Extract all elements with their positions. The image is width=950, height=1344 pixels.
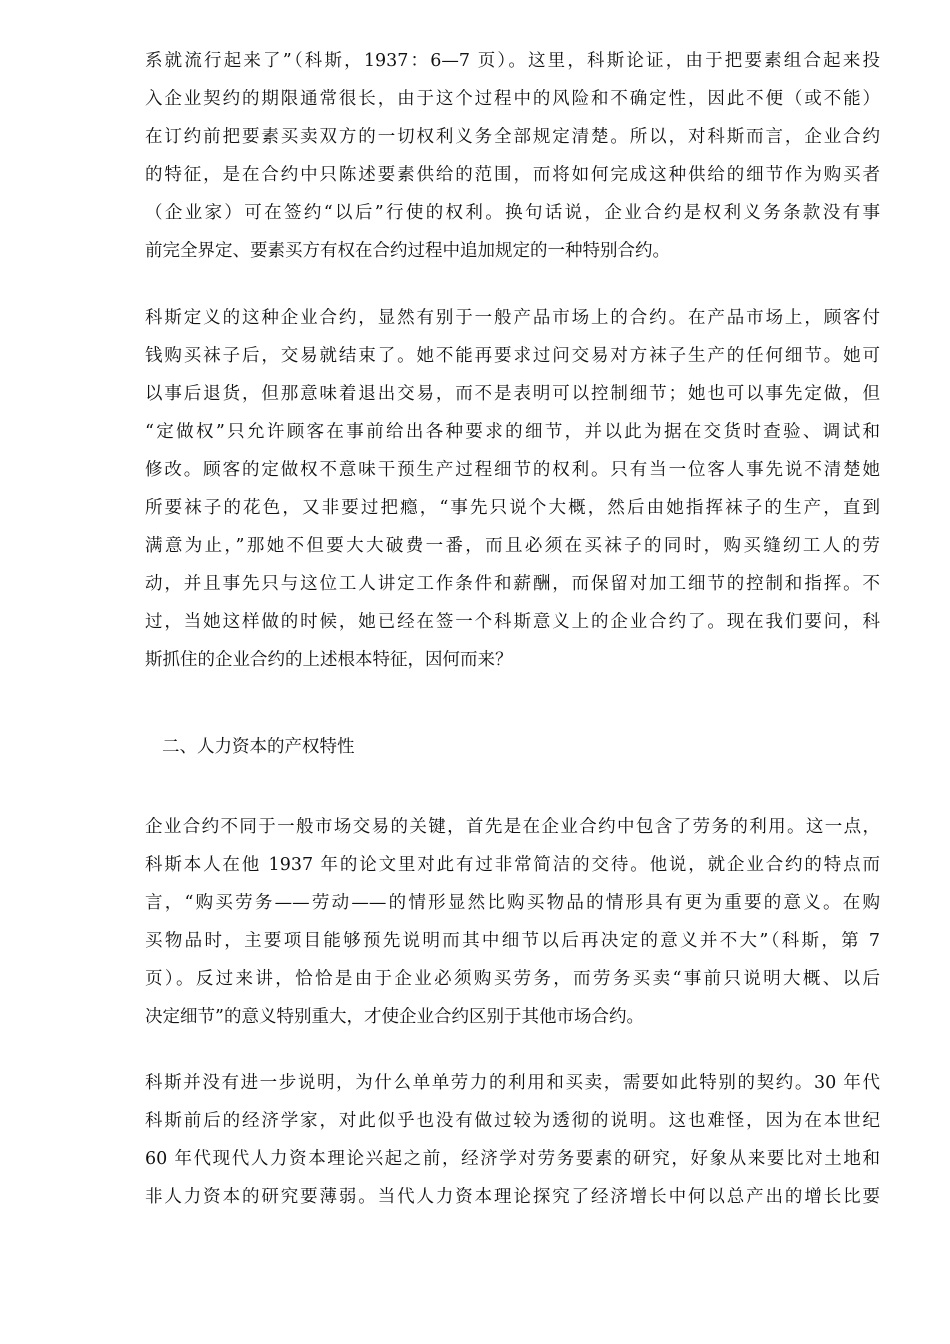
text-line: 在订约前把要素买卖双方的一切权利义务全部规定清楚。所以，对科斯而言，企业合约 (145, 127, 880, 147)
text-line: 60 年代现代人力资本理论兴起之前，经济学对劳务要素的研究，好象从来要比对土地和 (145, 1149, 880, 1169)
text-line: 买物品时，主要项目能够预先说明而其中细节以后再决定的意义并不大”（科斯，第 7 (145, 931, 880, 951)
text-line: 钱购买袜子后，交易就结束了。她不能再要求过问交易对方袜子生产的任何细节。她可 (145, 346, 880, 366)
text-line: 动，并且事先只与这位工人讲定工作条件和薪酬，而保留对加工细节的控制和指挥。不 (145, 574, 880, 594)
text-line: 科斯前后的经济学家，对此似乎也没有做过较为透彻的说明。这也难怪，因为在本世纪 (145, 1111, 880, 1131)
text-line: 决定细节”的意义特别重大，才使企业合约区别于其他市场合约。 (145, 1007, 644, 1027)
section-heading: 二、人力资本的产权特性 (162, 737, 355, 757)
text-line: 修改。顾客的定做权不意味干预生产过程细节的权利。只有当一位客人事先说不清楚她 (145, 460, 880, 480)
text-line: 科斯并没有进一步说明，为什么单单劳力的利用和买卖，需要如此特别的契约。30 年代 (145, 1073, 880, 1093)
text-line: 企业合约不同于一般市场交易的关键，首先是在企业合约中包含了劳务的利用。这一点， (145, 817, 880, 837)
paragraph-socks-example (145, 299, 880, 679)
text-line: 过，当她这样做的时候，她已经在签一个科斯意义上的企业合约了。现在我们要问，科 (145, 612, 880, 632)
paragraph-labor-services (145, 808, 880, 1036)
text-line: 斯抓住的企业合约的上述根本特征，因何而来？ (145, 650, 513, 670)
paragraph-coase-contract-definition (145, 42, 880, 270)
text-line: 满意为止，”那她不但要大大破费一番，而且必须在买袜子的同时，购买缝纫工人的劳 (145, 536, 880, 556)
text-line: 系就流行起来了”（科斯，1937：6—7 页）。这里，科斯论证，由于把要素组合起来投 (145, 51, 880, 71)
text-line: 页）。反过来讲，恰恰是由于企业必须购买劳务，而劳务买卖“事前只说明大概、以后 (145, 969, 880, 989)
text-line: 前完全界定、要素买方有权在合约过程中追加规定的一种特别合约。 (145, 241, 670, 261)
text-line: “定做权”只允许顾客在事前给出各种要求的细节，并以此为据在交货时查验、调试和 (145, 422, 880, 442)
text-line: （企业家）可在签约“以后”行使的权利。换句话说，企业合约是权利义务条款没有事 (145, 203, 880, 223)
text-line: 科斯定义的这种企业合约，显然有别于一般产品市场上的合约。在产品市场上，顾客付 (145, 308, 880, 328)
text-line: 入企业契约的期限通常很长，由于这个过程中的风险和不确定性，因此不便（或不能） (145, 89, 880, 109)
text-line: 以事后退货，但那意味着退出交易，而不是表明可以控制细节；她也可以事先定做，但 (145, 384, 880, 404)
text-line: 所要袜子的花色，又非要过把瘾，“事先只说个大概，然后由她指挥袜子的生产，直到 (145, 498, 880, 518)
text-line: 科斯本人在他 1937 年的论文里对此有过非常简洁的交待。他说，就企业合约的特点而 (145, 855, 880, 875)
text-line: 的特征，是在合约中只陈述要素供给的范围，而将如何完成这种供给的细节作为购买者 (145, 165, 880, 185)
text-line: 言，“购买劳务——劳动——的情形显然比购买物品的情形具有更为重要的意义。在购 (145, 893, 880, 913)
text-line: 非人力资本的研究要薄弱。当代人力资本理论探究了经济增长中何以总产出的增长比要 (145, 1187, 880, 1207)
paragraph-human-capital-theory (145, 1064, 880, 1216)
